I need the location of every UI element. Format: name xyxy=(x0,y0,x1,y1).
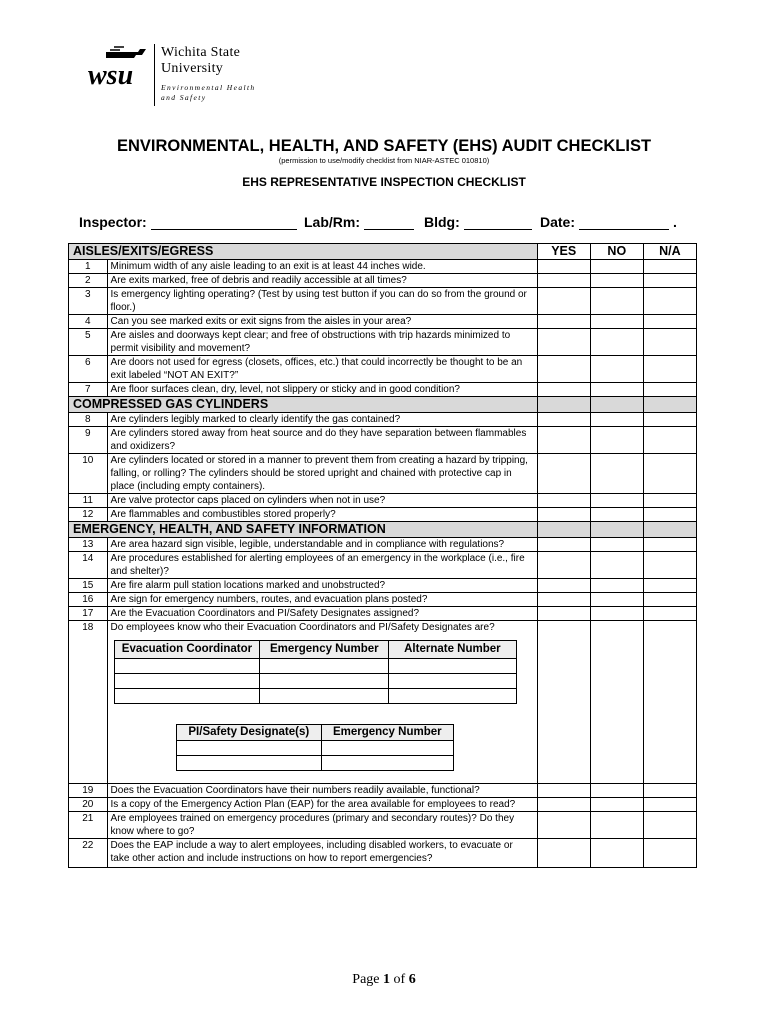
answer-yes-cell[interactable] xyxy=(537,494,590,508)
answer-yes-cell[interactable] xyxy=(537,454,590,494)
item-question-text: Are cylinders legibly marked to clearly identify the gas contained? xyxy=(110,414,401,425)
page-subheading: EHS REPRESENTATIVE INSPECTION CHECKLIST xyxy=(242,175,526,189)
table-row xyxy=(69,538,697,552)
item-number: 4 xyxy=(69,315,108,329)
item-number: 5 xyxy=(69,329,108,356)
answer-no-cell[interactable] xyxy=(590,288,643,315)
answer-na-cell[interactable] xyxy=(643,812,696,839)
answer-na-cell[interactable] xyxy=(643,383,696,397)
table-row xyxy=(69,607,697,621)
answer-no-cell[interactable] xyxy=(590,798,643,812)
item-number: 9 xyxy=(69,427,108,454)
item-question xyxy=(107,260,537,274)
item-question-text: Are cylinders stored away from heat source and do they have separation between flammables and oxidizers? xyxy=(110,428,527,452)
answer-no-cell[interactable] xyxy=(590,383,643,397)
answer-yes-cell[interactable] xyxy=(537,315,590,329)
answer-no-cell[interactable] xyxy=(590,593,643,607)
table-row xyxy=(69,274,697,288)
answer-yes-cell[interactable] xyxy=(537,260,590,274)
table-row xyxy=(69,454,697,494)
item-question-text: Are flammables and combustibles stored properly? xyxy=(110,509,336,520)
designate-cell[interactable] xyxy=(176,756,322,771)
item-question xyxy=(107,839,537,868)
item-question-text: Are doors not used for egress (closets, offices, etc.) that could incorrectly be thought to be an exit labeled “NOT AN EXIT?” xyxy=(110,357,523,381)
page-title: ENVIRONMENTAL, HEALTH, AND SAFETY (EHS) AUDIT CHECKLIST xyxy=(116,137,652,155)
table-row xyxy=(69,593,697,607)
answer-yes-cell[interactable] xyxy=(537,356,590,383)
designate-cell[interactable] xyxy=(322,756,453,771)
answer-na-cell[interactable] xyxy=(643,579,696,593)
item-question xyxy=(107,538,537,552)
answer-no-cell[interactable] xyxy=(590,812,643,839)
coordinator-cell[interactable] xyxy=(389,689,516,704)
item-number: 16 xyxy=(69,593,108,607)
coordinator-cell[interactable] xyxy=(260,674,389,689)
bldg-line[interactable] xyxy=(464,214,532,230)
item-question-text: Are cylinders located or stored in a manner to prevent them from creating a hazard by tripping, falling, or rolling? The cylinders should be stored upright and chained with protective cap in place (including empty containers). xyxy=(110,455,528,492)
checklist-table xyxy=(68,243,697,868)
table-row xyxy=(69,508,697,522)
column-header-yes: YES xyxy=(537,244,590,260)
item-question-text: Are area hazard sign visible, legible, understandable and in compliance with regulations? xyxy=(110,539,505,550)
answer-no-cell[interactable] xyxy=(590,494,643,508)
item-question xyxy=(107,621,537,784)
section-header xyxy=(69,397,697,413)
item-question-text: Are procedures established for alerting employees of an emergency in the workplace (i.e., fire and shelter)? xyxy=(110,553,525,577)
coordinator-cell[interactable] xyxy=(389,659,516,674)
table-row xyxy=(69,579,697,593)
designate-table-header: PI/Safety Designate(s) xyxy=(176,725,322,741)
item-number: 18 xyxy=(69,621,108,784)
column-header-na xyxy=(643,522,696,538)
item-question xyxy=(107,579,537,593)
answer-na-cell[interactable] xyxy=(643,454,696,494)
item-question xyxy=(107,607,537,621)
lab-label: Lab/Rm: xyxy=(304,214,360,230)
lab-line[interactable] xyxy=(364,214,414,230)
column-header-na: N/A xyxy=(643,244,696,260)
item-question-text: Is emergency lighting operating? (Test by using test button if you can do so from the ground or floor.) xyxy=(110,289,527,313)
item-number: 6 xyxy=(69,356,108,383)
answer-na-cell[interactable] xyxy=(643,356,696,383)
item-question xyxy=(107,383,537,397)
item-question xyxy=(107,356,537,383)
answer-no-cell[interactable] xyxy=(590,260,643,274)
answer-yes-cell[interactable] xyxy=(537,607,590,621)
date-label: Date: xyxy=(540,214,576,230)
item-number: 12 xyxy=(69,508,108,522)
designate-cell[interactable] xyxy=(322,741,453,756)
answer-yes-cell[interactable] xyxy=(537,383,590,397)
answer-no-cell[interactable] xyxy=(590,784,643,798)
item-number: 13 xyxy=(69,538,108,552)
table-row xyxy=(69,494,697,508)
section-title: AISLES/EXITS/EGRESS xyxy=(69,244,538,260)
answer-na-cell[interactable] xyxy=(643,274,696,288)
answer-no-cell[interactable] xyxy=(590,454,643,494)
answer-na-cell[interactable] xyxy=(643,315,696,329)
table-row xyxy=(69,798,697,812)
item-question-text: Are valve protector caps placed on cylinders when not in use? xyxy=(110,495,386,506)
answer-na-cell[interactable] xyxy=(643,288,696,315)
answer-na-cell[interactable] xyxy=(643,413,696,427)
table-row xyxy=(69,288,697,315)
item-question xyxy=(107,329,537,356)
item-question-text: Do employees know who their Evacuation Coordinators and PI/Safety Designates are? xyxy=(110,622,495,633)
safety-designate-table xyxy=(176,724,454,771)
footer-page: 1 xyxy=(383,972,391,987)
answer-yes-cell[interactable] xyxy=(537,784,590,798)
table-row xyxy=(69,329,697,356)
answer-no-cell[interactable] xyxy=(590,329,643,356)
table-row xyxy=(69,552,697,579)
answer-no-cell[interactable] xyxy=(590,356,643,383)
answer-no-cell[interactable] xyxy=(590,839,643,868)
section-header xyxy=(69,244,697,260)
answer-na-cell[interactable] xyxy=(643,260,696,274)
item-question-text: Can you see marked exits or exit signs from the aisles in your area? xyxy=(110,316,412,327)
designate-table-header: Emergency Number xyxy=(322,725,453,741)
item-number: 8 xyxy=(69,413,108,427)
answer-no-cell[interactable] xyxy=(590,413,643,427)
inspector-label: Inspector: xyxy=(79,214,147,230)
item-question xyxy=(107,494,537,508)
item-question-text: Does the EAP include a way to alert employees, including disabled workers, to evacuate or take other action and include instructions on how to report emergencies? xyxy=(110,840,513,864)
item-question xyxy=(107,552,537,579)
item-question-text: Are exits marked, free of debris and readily accessible at all times? xyxy=(110,275,407,286)
date-field[interactable] xyxy=(540,214,677,230)
evacuation-coordinator-table xyxy=(114,640,517,704)
answer-na-cell[interactable] xyxy=(643,621,696,784)
item-question-text: Are the Evacuation Coordinators and PI/Safety Designates assigned? xyxy=(110,608,420,619)
answer-no-cell[interactable] xyxy=(590,607,643,621)
item-number: 14 xyxy=(69,552,108,579)
table-row xyxy=(69,784,697,798)
inspector-line[interactable] xyxy=(151,214,297,230)
answer-yes-cell[interactable] xyxy=(537,508,590,522)
item-number: 20 xyxy=(69,798,108,812)
answer-yes-cell[interactable] xyxy=(537,798,590,812)
answer-na-cell[interactable] xyxy=(643,329,696,356)
item-number: 22 xyxy=(69,839,108,868)
item-number: 19 xyxy=(69,784,108,798)
logo-text xyxy=(161,45,256,103)
item-number: 3 xyxy=(69,288,108,315)
logo-separator xyxy=(154,44,155,106)
answer-na-cell[interactable] xyxy=(643,798,696,812)
column-header-no: NO xyxy=(590,244,643,260)
item-number: 11 xyxy=(69,494,108,508)
item-question-text: Minimum width of any aisle leading to an exit is at least 44 inches wide. xyxy=(110,261,426,272)
answer-no-cell[interactable] xyxy=(590,579,643,593)
answer-no-cell[interactable] xyxy=(590,427,643,454)
answer-yes-cell[interactable] xyxy=(537,812,590,839)
table-row xyxy=(69,427,697,454)
answer-no-cell[interactable] xyxy=(590,621,643,784)
item-question-text: Does the Evacuation Coordinators have their numbers readily available, functional? xyxy=(110,785,480,796)
page-footer xyxy=(0,972,768,988)
table-row xyxy=(69,260,697,274)
coordinator-table-header: Emergency Number xyxy=(260,641,389,659)
answer-na-cell[interactable] xyxy=(643,552,696,579)
table-row xyxy=(69,315,697,329)
column-header-yes xyxy=(537,397,590,413)
answer-yes-cell[interactable] xyxy=(537,621,590,784)
answer-na-cell[interactable] xyxy=(643,427,696,454)
bldg-label: Bldg: xyxy=(424,214,460,230)
item-number: 2 xyxy=(69,274,108,288)
item-question xyxy=(107,413,537,427)
inspector-field[interactable] xyxy=(79,214,297,230)
answer-yes-cell[interactable] xyxy=(537,427,590,454)
table-row xyxy=(69,413,697,427)
table-row xyxy=(69,839,697,868)
column-header-no xyxy=(590,397,643,413)
item-question-text: Are floor surfaces clean, dry, level, not slippery or sticky and in good condition? xyxy=(110,384,460,395)
answer-no-cell[interactable] xyxy=(590,538,643,552)
answer-yes-cell[interactable] xyxy=(537,538,590,552)
item-question-text: Are employees trained on emergency procedures (primary and secondary routes)? Do they know where to go? xyxy=(110,813,515,837)
item-question-text: Is a copy of the Emergency Action Plan (EAP) for the area available for employees to read? xyxy=(110,799,516,810)
item-question xyxy=(107,508,537,522)
section-title: EMERGENCY, HEALTH, AND SAFETY INFORMATION xyxy=(69,522,538,538)
wsu-logo xyxy=(86,42,306,112)
answer-yes-cell[interactable] xyxy=(537,288,590,315)
table-row xyxy=(69,356,697,383)
coordinator-cell[interactable] xyxy=(260,689,389,704)
wsu-shocker-logo-icon xyxy=(86,46,148,90)
coordinator-table-header: Evacuation Coordinator xyxy=(114,641,260,659)
answer-na-cell[interactable] xyxy=(643,839,696,868)
coordinator-cell[interactable] xyxy=(114,659,260,674)
answer-yes-cell[interactable] xyxy=(537,579,590,593)
answer-yes-cell[interactable] xyxy=(537,274,590,288)
item-question xyxy=(107,784,537,798)
item-question-text: Are sign for emergency numbers, routes, and evacuation plans posted? xyxy=(110,594,428,605)
answer-na-cell[interactable] xyxy=(643,593,696,607)
item-question xyxy=(107,812,537,839)
coordinator-cell[interactable] xyxy=(114,674,260,689)
footer-prefix: Page xyxy=(352,972,384,987)
section-header xyxy=(69,522,697,538)
coordinator-table-header: Alternate Number xyxy=(389,641,516,659)
answer-na-cell[interactable] xyxy=(643,607,696,621)
answer-yes-cell[interactable] xyxy=(537,413,590,427)
item-question xyxy=(107,315,537,329)
lab-field[interactable] xyxy=(304,214,414,230)
item-question xyxy=(107,427,537,454)
footer-of: of xyxy=(390,972,409,987)
coordinator-cell[interactable] xyxy=(389,674,516,689)
item-question xyxy=(107,798,537,812)
answer-yes-cell[interactable] xyxy=(537,839,590,868)
item-number: 17 xyxy=(69,607,108,621)
logo-line-4: and Safety xyxy=(161,93,207,102)
item-question xyxy=(107,274,537,288)
item-number: 1 xyxy=(69,260,108,274)
answer-na-cell[interactable] xyxy=(643,508,696,522)
column-header-no xyxy=(590,522,643,538)
item-question xyxy=(107,454,537,494)
answer-no-cell[interactable] xyxy=(590,552,643,579)
coordinator-cell[interactable] xyxy=(260,659,389,674)
answer-no-cell[interactable] xyxy=(590,315,643,329)
item-question xyxy=(107,288,537,315)
designate-cell[interactable] xyxy=(176,741,322,756)
date-line[interactable] xyxy=(579,214,669,230)
answer-yes-cell[interactable] xyxy=(537,552,590,579)
bldg-field[interactable] xyxy=(424,214,532,230)
answer-yes-cell[interactable] xyxy=(537,329,590,356)
answer-no-cell[interactable] xyxy=(590,508,643,522)
logo-line-1: Wichita State xyxy=(161,45,241,60)
logo-line-2: University xyxy=(161,61,224,76)
page-subtitle: (permission to use/modify checklist from NIAR-ASTEC 010810) xyxy=(278,156,490,165)
answer-na-cell[interactable] xyxy=(643,784,696,798)
answer-na-cell[interactable] xyxy=(643,538,696,552)
item-number: 10 xyxy=(69,454,108,494)
section-title: COMPRESSED GAS CYLINDERS xyxy=(69,397,538,413)
item-number: 15 xyxy=(69,579,108,593)
answer-na-cell[interactable] xyxy=(643,494,696,508)
table-row xyxy=(69,383,697,397)
svg-text:wsu: wsu xyxy=(88,60,134,90)
answer-yes-cell[interactable] xyxy=(537,593,590,607)
coordinator-cell[interactable] xyxy=(114,689,260,704)
item-question xyxy=(107,593,537,607)
logo-line-3: Environmental Health xyxy=(161,83,256,92)
answer-no-cell[interactable] xyxy=(590,274,643,288)
footer-total: 6 xyxy=(408,972,416,987)
item-number: 21 xyxy=(69,812,108,839)
column-header-na xyxy=(643,397,696,413)
table-row xyxy=(69,621,697,784)
column-header-yes xyxy=(537,522,590,538)
item-question-text: Are aisles and doorways kept clear; and free of obstructions with trip hazards minimized to permit visibility and movement? xyxy=(110,330,511,354)
date-end: . xyxy=(673,214,677,230)
item-number: 7 xyxy=(69,383,108,397)
table-row xyxy=(69,812,697,839)
item-question-text: Are fire alarm pull station locations marked and unobstructed? xyxy=(110,580,386,591)
